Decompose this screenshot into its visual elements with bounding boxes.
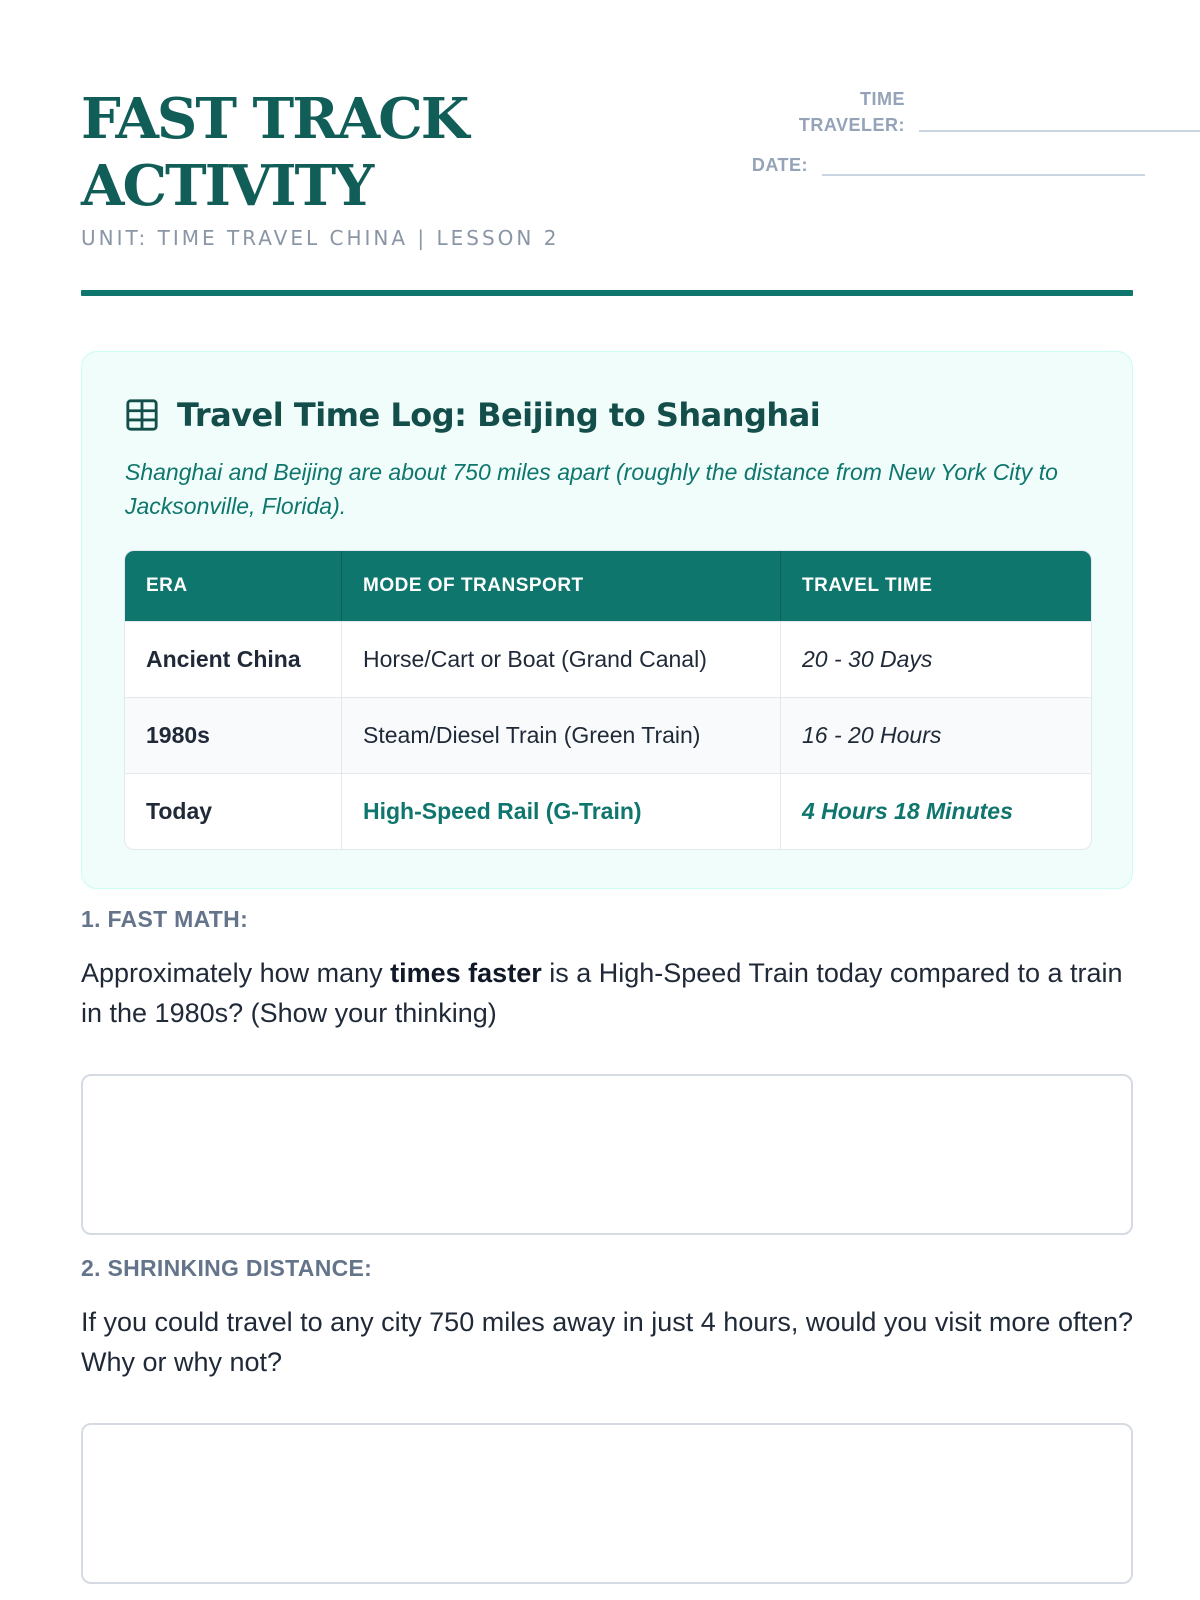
title-line-2: ACTIVITY	[81, 153, 373, 219]
time-traveler-label-line-1: TIME	[860, 89, 905, 109]
cell-era: 1980s	[125, 697, 342, 773]
travel-time-table	[124, 550, 1092, 850]
time-traveler-input-line[interactable]	[919, 130, 1200, 132]
cell-mode: Horse/Cart or Boat (Grand Canal)	[342, 621, 781, 697]
question-1-answer-box[interactable]	[81, 1074, 1133, 1235]
page-title	[81, 86, 559, 220]
table-row	[125, 621, 1091, 697]
time-traveler-field	[711, 86, 1200, 138]
travel-time-log-card	[81, 351, 1133, 889]
question-2-answer-box[interactable]	[81, 1423, 1133, 1584]
question-1-emphasis: times faster	[390, 958, 542, 988]
cell-time: 4 Hours 18 Minutes	[781, 773, 1091, 849]
cell-era: Today	[125, 773, 342, 849]
time-traveler-label	[711, 86, 905, 138]
table-row-highlighted	[125, 773, 1091, 849]
cell-mode: High-Speed Rail (G-Train)	[342, 773, 781, 849]
cell-time: 16 - 20 Hours	[781, 697, 1091, 773]
lesson-subtitle: UNIT: TIME TRAVEL CHINA | LESSON 2	[81, 226, 560, 250]
question-1-text-part: Approximately how many	[81, 958, 391, 988]
time-traveler-label-line-2: TRAVELER:	[798, 115, 905, 135]
table-row	[125, 697, 1091, 773]
header-divider	[81, 290, 1133, 296]
column-header-time: TRAVEL TIME	[781, 551, 1091, 621]
title-line-1: FAST TRACK	[81, 86, 468, 152]
table-icon	[125, 398, 159, 432]
card-heading	[125, 396, 820, 434]
title-block	[81, 86, 559, 250]
column-header-mode: MODE OF TRANSPORT	[342, 551, 781, 621]
date-field	[668, 152, 1145, 178]
worksheet-header	[81, 86, 1133, 296]
date-input-line[interactable]	[822, 174, 1145, 176]
card-title: Travel Time Log: Beijing to Shanghai	[177, 396, 821, 434]
table-header-row	[125, 551, 1091, 621]
question-2-text: If you could travel to any city 750 miles away in just 4 hours, would you visit more often? Why or why not?	[81, 1307, 1134, 1377]
cell-time: 20 - 30 Days	[781, 621, 1091, 697]
question-1-text-part: is a High-Speed Train today compared to a train in the 1980s? (Show your thinking)	[81, 958, 1123, 1028]
question-1-text	[81, 953, 1141, 1033]
column-header-era: ERA	[125, 551, 342, 621]
card-description: Shanghai and Beijing are about 750 miles apart (roughly the distance from New York City to Jacksonville, Florida).	[125, 459, 1058, 519]
cell-mode: Steam/Diesel Train (Green Train)	[342, 697, 781, 773]
question-2-label: 2. SHRINKING DISTANCE:	[81, 1255, 373, 1281]
cell-era: Ancient China	[125, 621, 342, 697]
date-label: DATE:	[751, 155, 808, 175]
question-1-label: 1. FAST MATH:	[81, 906, 249, 932]
